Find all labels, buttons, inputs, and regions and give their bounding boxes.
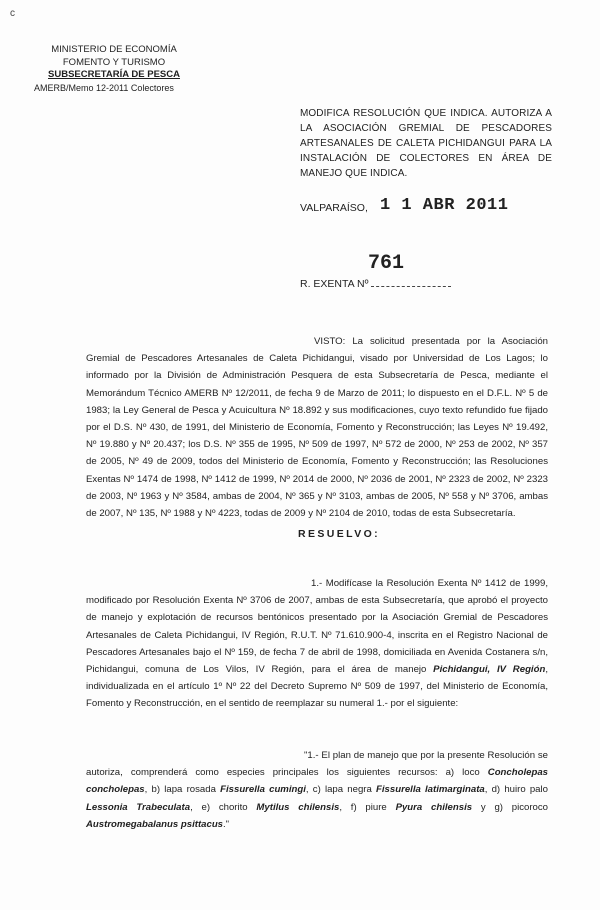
species-name: Fissurella latimarginata bbox=[376, 784, 485, 796]
resolution-label bbox=[300, 278, 451, 290]
resolution-label-text: R. EXENTA Nº bbox=[300, 278, 369, 290]
quote-text-g: y g) picoroco bbox=[472, 801, 549, 813]
visto-paragraph bbox=[86, 333, 548, 522]
visto-text: La solicitud presentada por la Asociación Gremial de Pescadores Artesanales de Caleta Pichidangui, visado por Universidad de Los Lagos; lo informado por la División de Administración Pesquera de esta Subsecretaría de Pesca, mediante el Memorándum Técnico AMERB Nº 12/2011, de fecha 9 de Marzo de 2011; lo dispuesto en el D.F.L. Nº 5 de 1983; la Ley General de Pesca y Acuicultura Nº 18.892 y sus modificaciones, cuyo texto refundido fue fijado por el D.S. Nº 430, de 1991, del Ministerio de Economía, Fomento y Reconstrucción; las Leyes Nº 19.492, Nº 19.880 y Nº 20.437; los D.S. Nº 355 de 1995, Nº 509 de 1997, Nº 572 de 2000, Nº 253 de 2002, Nº 357 de 2005, Nº 49 de 2009, todos del Ministerio de Economía, Fomento y Reconstrucción; las Resoluciones Exentas Nº 1474 de 1998, Nº 1412 de 1999, Nº 2014 de 2000, Nº 2036 de 2001, Nº 2323 de 2002, Nº 2323 de 2003, Nº 1963 y Nº 3584, ambas de 2004, Nº 365 y Nº 3103, ambas de 2005, Nº 558 y Nº 3706, ambas de 2007, Nº 135, Nº 1988 y Nº 4223, todas de 2009 y Nº 2104 de 2010, todas de esta Subsecretaría. bbox=[86, 336, 548, 520]
ministry-name: MINISTERIO DE ECONOMÍA bbox=[51, 44, 177, 55]
date-stamp: 1 1 ABR 2011 bbox=[380, 196, 509, 215]
quote-text-h: ." bbox=[223, 818, 230, 830]
species-name: Concholepas concholepas bbox=[86, 767, 549, 796]
species-name: Austromegabalanus psittacus bbox=[86, 818, 224, 830]
article-1-text-b: , individualizada en el artículo 1º Nº 22 del Decreto Supremo Nº 509 de 1997, del Ministerio de Economía, Fomento y Reconstrucción, en el sentido de reemplazar su numeral 1.- por el siguiente: bbox=[86, 664, 548, 710]
quoted-numeral-paragraph bbox=[86, 747, 548, 833]
resuelvo-heading: RESUELVO: bbox=[298, 528, 381, 540]
article-1-text-a: 1.- Modifícase la Resolución Exenta Nº 1412 de 1999, modificado por Resolución Exenta Nº 3706 de 2007, ambas de esta Subsecretaría, que aprobó el proyecto de manejo y explotación de recursos bentónicos presentado por la Asociación Gremial de Pescadores Artesanales de Caleta Pichidangui, IV Región, R.U.T. Nº 71.610.900-4, inscrita en el Registro Nacional de Pescadores Artesanales bajo el Nº 159, de fecha 7 de abril de 1998, domiciliada en Avenida Costanera s/n, Pichidangui, comuna de Los Vilos, IV Región, para el área de manejo bbox=[86, 578, 548, 676]
resolution-number: 761 bbox=[368, 252, 405, 275]
species-name: Mytilus chilensis bbox=[256, 801, 340, 813]
resolution-subject: MODIFICA RESOLUCIÓN QUE INDICA. AUTORIZA A LA ASOCIACIÓN GREMIAL DE PESCADORES ARTESANALES DE CALETA PICHIDANGUI PARA LA INSTALACIÓN DE COLECTORES EN ÁREA DE MANEJO QUE INDICA. bbox=[300, 108, 552, 179]
species-name: Pyura chilensis bbox=[395, 801, 473, 813]
area-name: Pichidangui, IV Región bbox=[433, 664, 546, 676]
quote-text-b: , b) lapa rosada bbox=[144, 784, 216, 796]
species-name: Lessonia Trabeculata bbox=[86, 801, 191, 813]
visto-lead: VISTO: bbox=[314, 336, 346, 347]
reference-code: AMERB/Memo 12-2011 Colectores bbox=[34, 82, 174, 93]
letterhead bbox=[34, 44, 194, 94]
species-name: Fissurella cumingi bbox=[220, 784, 306, 796]
place-label: VALPARAÍSO, bbox=[300, 202, 368, 214]
quote-text-e: , e) chorito bbox=[190, 801, 248, 813]
quote-text-d: , d) huiro palo bbox=[484, 784, 548, 796]
ministry-name-line2: FOMENTO Y TURISMO bbox=[62, 56, 166, 68]
quote-text-a: "1.- El plan de manejo que por la presente Resolución se autoriza, comprenderá como especies principales los siguientes recursos: a) loco bbox=[86, 750, 548, 779]
subsecretaria-name: SUBSECRETARÍA DE PESCA bbox=[48, 69, 180, 80]
quote-text-c: , c) lapa negra bbox=[305, 784, 372, 796]
corner-mark: c bbox=[10, 8, 15, 19]
resolution-number-line bbox=[371, 278, 451, 287]
article-1-paragraph bbox=[86, 575, 548, 713]
quote-text-f: , f) piure bbox=[339, 801, 387, 813]
